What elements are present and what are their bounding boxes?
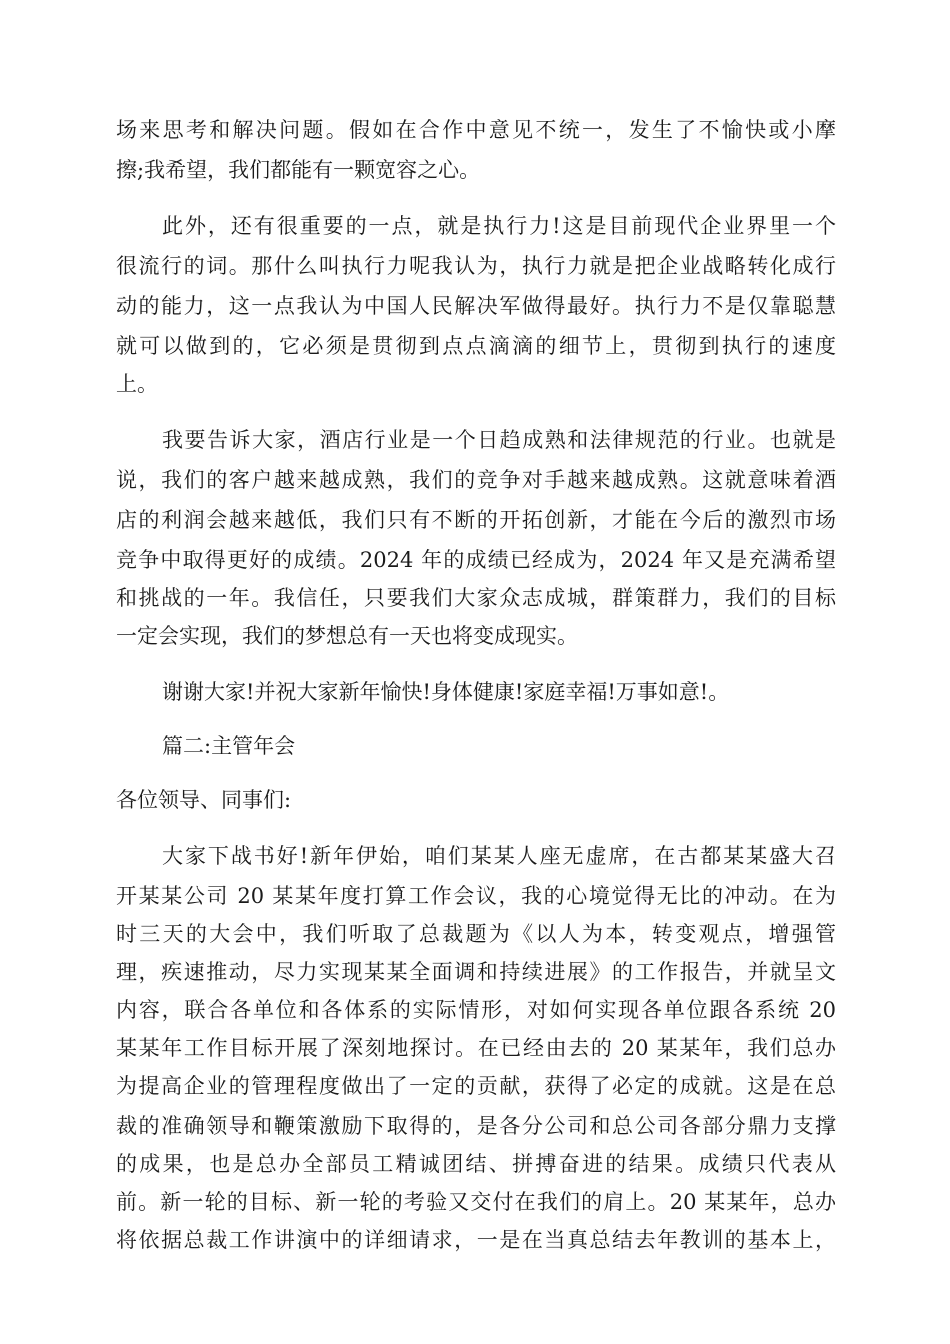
paragraph-line: 一定会实现，我们的梦想总有一天也将变成现实。 <box>116 624 578 648</box>
section-heading: 篇二:主管年会 <box>162 734 296 758</box>
paragraph-line: 竞争中取得更好的成绩。2024 年的成绩已经成为，2024 年又是充满希望 <box>116 548 836 572</box>
paragraph-line: 上。 <box>116 372 158 396</box>
paragraph-line: 我要告诉大家，酒店行业是一个日趋成熟和法律规范的行业。也就是 <box>162 428 836 452</box>
paragraph-line: 很流行的词。那什么叫执行力呢我认为，执行力就是把企业战略转化成行 <box>116 254 836 278</box>
paragraph-line: 此外，还有很重要的一点，就是执行力!这是目前现代企业界里一个 <box>162 214 836 238</box>
paragraph-line: 将依据总裁工作讲演中的详细请求，一是在当真总结去年教训的基本上， <box>116 1228 836 1252</box>
paragraph-line: 擦;我希望，我们都能有一颗宽容之心。 <box>116 158 481 182</box>
paragraph-line: 为提高企业的管理程度做出了一定的贡献，获得了必定的成就。这是在总 <box>116 1074 836 1098</box>
paragraph-line: 场来思考和解决问题。假如在合作中意见不统一，发生了不愉快或小摩 <box>116 118 836 142</box>
paragraph-line: 的成果，也是总办全部员工精诚团结、拼搏奋进的结果。成绩只代表从 <box>116 1152 836 1176</box>
paragraph-line: 就可以做到的，它必须是贯彻到点点滴滴的细节上，贯彻到执行的速度 <box>116 334 836 358</box>
paragraph-line: 前。新一轮的目标、新一轮的考验又交付在我们的肩上。20 某某年，总办 <box>116 1190 836 1214</box>
salutation: 各位领导、同事们: <box>116 788 292 812</box>
paragraph-line: 理，疾速推动，尽力实现某某全面调和持续进展》的工作报告，并就呈文 <box>116 960 836 984</box>
paragraph-line: 说，我们的客户越来越成熟，我们的竞争对手越来越成熟。这就意味着酒 <box>116 468 836 492</box>
paragraph-line: 大家下战书好!新年伊始，咱们某某人座无虚席，在古都某某盛大召 <box>162 844 836 868</box>
paragraph-line: 裁的准确领导和鞭策激励下取得的，是各分公司和总公司各部分鼎力支撑 <box>116 1114 836 1138</box>
paragraph-line: 和挑战的一年。我信任，只要我们大家众志成城，群策群力，我们的目标 <box>116 586 836 610</box>
paragraph-line: 某某年工作目标开展了深刻地探讨。在已经由去的 20 某某年，我们总办 <box>116 1036 836 1060</box>
paragraph-line: 店的利润会越来越低，我们只有不断的开拓创新，才能在今后的激烈市场 <box>116 508 836 532</box>
paragraph-line: 时三天的大会中，我们听取了总裁题为《以人为本，转变观点，增强管 <box>116 922 836 946</box>
paragraph-line: 动的能力，这一点我认为中国人民解决军做得最好。执行力不是仅靠聪慧 <box>116 294 836 318</box>
paragraph-line: 内容，联合各单位和各体系的实际情形，对如何实现各单位跟各系统 20 <box>116 998 836 1022</box>
paragraph-line: 谢谢大家!并祝大家新年愉快!身体健康!家庭幸福!万事如意!。 <box>162 680 730 704</box>
paragraph-line: 开某某公司 20 某某年度打算工作会议，我的心境觉得无比的冲动。在为 <box>116 884 836 908</box>
